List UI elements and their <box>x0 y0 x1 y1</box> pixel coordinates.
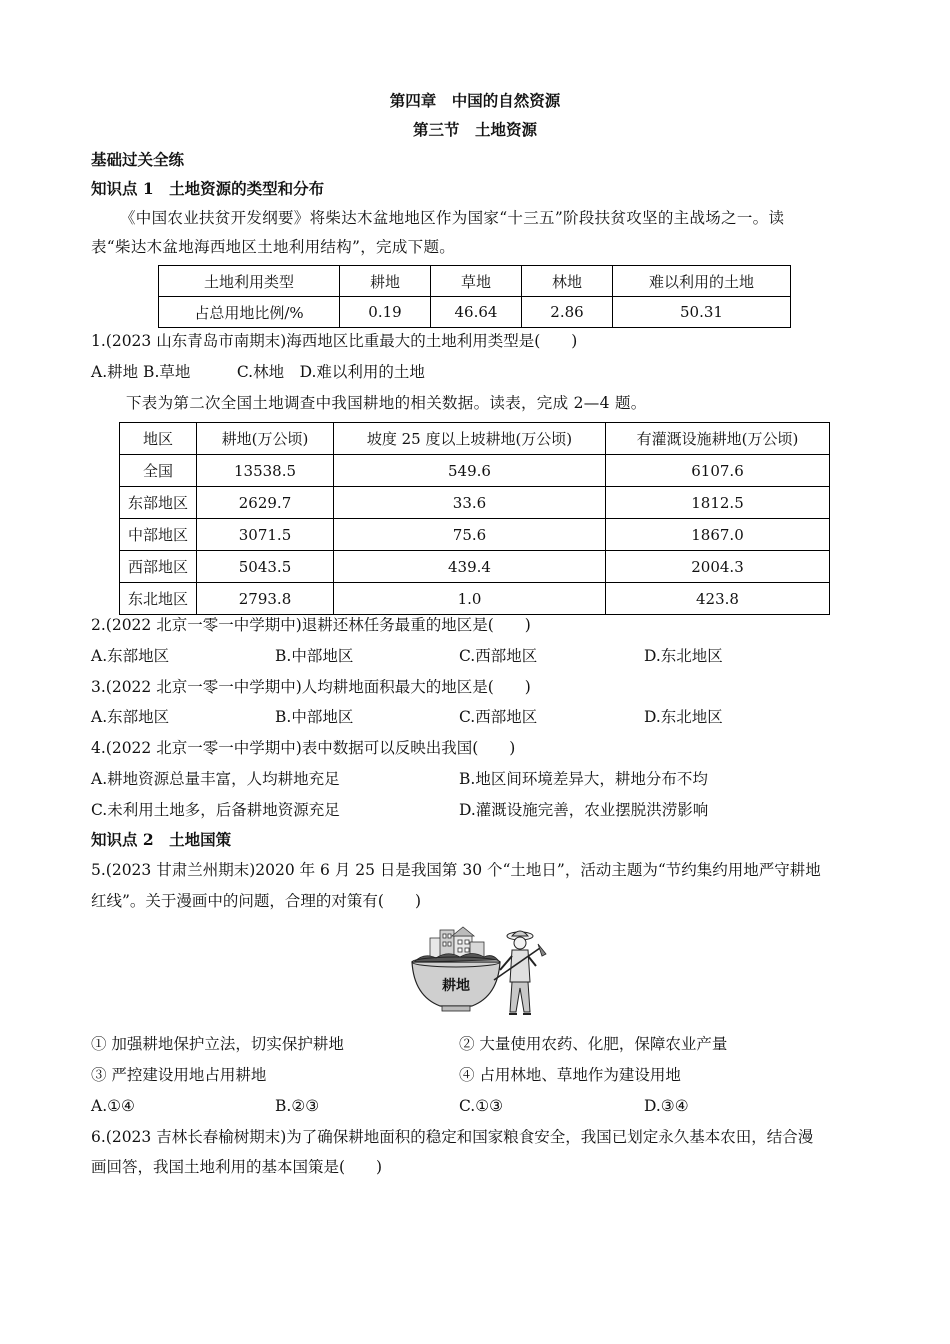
table-header-cell: 坡度 25 度以上坡耕地(万公顷) <box>334 423 606 455</box>
table-header-cell: 耕地 <box>340 266 431 297</box>
table-header-cell: 林地 <box>522 266 613 297</box>
table-row <box>120 551 830 583</box>
question-5-option-a[interactable]: A.①④ <box>91 1097 135 1115</box>
table-cell: 75.6 <box>334 519 606 551</box>
intro-paragraph-1-line-1: 《中国农业扶贫开发纲要》将柴达木盆地地区作为国家“十三五”阶段扶贫攻坚的主战场之一。读 <box>120 209 785 227</box>
question-3-option-c[interactable]: C.西部地区 <box>459 708 538 726</box>
question-5-stem-line-1: 5.(2023 甘肃兰州期末)2020 年 6 月 25 日是我国第 30 个“土地日”，活动主题为“节约集约用地严守耕地 <box>91 861 821 879</box>
table-cell: 东部地区 <box>120 487 197 519</box>
knowledge-point-1-heading: 知识点 1 土地资源的类型和分布 <box>91 179 325 198</box>
cropland-table <box>119 422 830 615</box>
table-cell: 东北地区 <box>120 583 197 615</box>
intro-paragraph-1-line-2: 表“柴达木盆地海西地区土地利用结构”，完成下题。 <box>91 238 456 256</box>
soil-mound <box>414 954 498 963</box>
table-cell: 423.8 <box>606 583 830 615</box>
table-cell: 1867.0 <box>606 519 830 551</box>
table-header-cell: 难以利用的土地 <box>613 266 791 297</box>
table-cell: 2.86 <box>522 297 613 328</box>
question-6-stem-line-1: 6.(2023 吉林长春榆树期末)为了确保耕地面积的稳定和国家粮食安全，我国已划定永久基本农田，结合漫 <box>91 1128 814 1146</box>
table-cell: 0.19 <box>340 297 431 328</box>
table-row <box>120 487 830 519</box>
knowledge-point-2-heading: 知识点 2 土地国策 <box>91 830 232 849</box>
table-cell: 1.0 <box>334 583 606 615</box>
bowl-label: 耕地 <box>442 978 470 994</box>
table-cell: 33.6 <box>334 487 606 519</box>
table-cell: 2793.8 <box>197 583 334 615</box>
table-cell: 西部地区 <box>120 551 197 583</box>
table-cell: 1812.5 <box>606 487 830 519</box>
table-header-cell: 有灌溉设施耕地(万公顷) <box>606 423 830 455</box>
question-5-statement-2: ② 大量使用农药、化肥，保障农业产量 <box>459 1035 728 1053</box>
farmland-cartoon <box>410 926 550 1026</box>
question-1-stem: 1.(2023 山东青岛市南期末)海西地区比重最大的土地利用类型是( ) <box>91 332 578 350</box>
table-cell: 5043.5 <box>197 551 334 583</box>
question-2-option-d[interactable]: D.东北地区 <box>644 647 723 665</box>
question-5-stem-line-2: 红线”。关于漫画中的问题，合理的对策有( ) <box>91 892 422 910</box>
table-cell: 439.4 <box>334 551 606 583</box>
question-2-option-c[interactable]: C.西部地区 <box>459 647 538 665</box>
question-4-stem: 4.(2022 北京一零一中学期中)表中数据可以反映出我国( ) <box>91 739 516 757</box>
question-5-option-c[interactable]: C.①③ <box>459 1097 504 1115</box>
question-4-option-a[interactable]: A.耕地资源总量丰富，人均耕地充足 <box>91 770 340 788</box>
table-header-cell: 草地 <box>431 266 522 297</box>
question-2-option-a[interactable]: A.东部地区 <box>91 647 170 665</box>
question-4-option-b[interactable]: B.地区间环境差异大，耕地分布不均 <box>459 770 708 788</box>
table-row <box>159 297 791 328</box>
table-cell: 13538.5 <box>197 455 334 487</box>
practice-heading: 基础过关全练 <box>91 150 185 169</box>
question-5-statement-4: ④ 占用林地、草地作为建设用地 <box>459 1066 681 1084</box>
question-3-option-d[interactable]: D.东北地区 <box>644 708 723 726</box>
section-title: 第三节 土地资源 <box>412 120 537 139</box>
table-cell: 549.6 <box>334 455 606 487</box>
question-4-option-d[interactable]: D.灌溉设施完善，农业摆脱洪涝影响 <box>459 801 709 819</box>
table-cell: 3071.5 <box>197 519 334 551</box>
question-5-statement-3: ③ 严控建设用地占用耕地 <box>91 1066 267 1084</box>
question-5-option-d[interactable]: D.③④ <box>644 1097 689 1115</box>
table-header-cell: 地区 <box>120 423 197 455</box>
intro-paragraph-2: 下表为第二次全国土地调查中我国耕地的相关数据。读表，完成 2—4 题。 <box>126 394 647 412</box>
table-cell: 50.31 <box>613 297 791 328</box>
question-3-option-a[interactable]: A.东部地区 <box>91 708 170 726</box>
table-cell: 46.64 <box>431 297 522 328</box>
chapter-title: 第四章 中国的自然资源 <box>389 91 561 110</box>
question-1-options: A.耕地 B.草地 C.林地 D.难以利用的土地 <box>91 363 425 381</box>
question-5-option-b[interactable]: B.②③ <box>275 1097 320 1115</box>
table-row <box>120 519 830 551</box>
question-4-option-c[interactable]: C.未利用土地多，后备耕地资源充足 <box>91 801 340 819</box>
land-use-table <box>158 265 791 328</box>
table-header-row <box>159 266 791 297</box>
question-2-stem: 2.(2022 北京一零一中学期中)退耕还林任务最重的地区是( ) <box>91 616 531 634</box>
table-cell: 中部地区 <box>120 519 197 551</box>
question-3-stem: 3.(2022 北京一零一中学期中)人均耕地面积最大的地区是( ) <box>91 678 531 696</box>
table-row <box>120 455 830 487</box>
table-cell: 占总用地比例/% <box>159 297 340 328</box>
table-cell: 全国 <box>120 455 197 487</box>
table-header-cell: 耕地(万公顷) <box>197 423 334 455</box>
table-cell: 6107.6 <box>606 455 830 487</box>
table-header-row <box>120 423 830 455</box>
question-5-statement-1: ① 加强耕地保护立法，切实保护耕地 <box>91 1035 344 1053</box>
table-row <box>120 583 830 615</box>
table-cell: 2004.3 <box>606 551 830 583</box>
question-3-option-b[interactable]: B.中部地区 <box>275 708 354 726</box>
table-cell: 2629.7 <box>197 487 334 519</box>
table-header-cell: 土地利用类型 <box>159 266 340 297</box>
question-6-stem-line-2: 画回答，我国土地利用的基本国策是( ) <box>91 1158 383 1176</box>
question-2-option-b[interactable]: B.中部地区 <box>275 647 354 665</box>
